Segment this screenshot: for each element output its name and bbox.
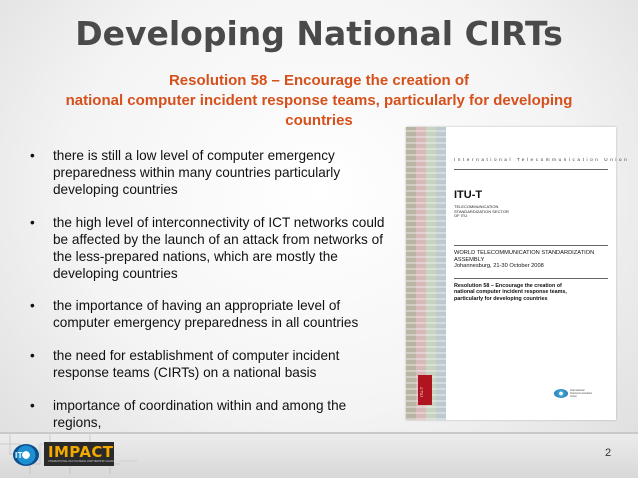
bullet-marker: •	[30, 298, 35, 313]
itu-logo	[10, 442, 42, 468]
bullet-item	[28, 347, 408, 381]
bullet-line: there is still a low level of computer emergency	[53, 148, 335, 163]
cover-resolution-line: particularly for developing countries	[454, 295, 548, 302]
bullet-line: the need for establishment of computer incident	[53, 348, 340, 363]
bullet-item	[28, 214, 408, 282]
bullet-line: the less-prepared nations, which are mostly the	[53, 249, 338, 264]
cover-assembly-line: Johannesburg, 21-30 October 2008	[454, 263, 544, 270]
bullet-item	[28, 297, 408, 331]
itu-mini-badge-line: International	[570, 389, 585, 392]
bullet-marker: •	[30, 148, 35, 163]
page-number: 2	[605, 447, 612, 459]
bullet-marker: •	[30, 398, 35, 413]
cover-sector-line: STANDARDIZATION SECTOR	[454, 208, 509, 214]
cover-spine-label	[418, 375, 432, 405]
subtitle-line: Resolution 58 – Encourage the creation of	[168, 72, 470, 89]
bullet-marker: •	[30, 215, 35, 230]
bullet-line: importance of coordination within and among the	[53, 398, 347, 413]
cover-divider	[454, 278, 608, 279]
cover-assembly	[454, 250, 612, 270]
impact-logo-word: IMPACT	[48, 443, 114, 461]
cover-sector-line: TELECOMMUNICATION	[454, 204, 499, 209]
cover-itu-t: ITU-T	[454, 189, 483, 201]
bullet-marker: •	[30, 348, 35, 363]
impact-logo-tagline: INTERNATIONAL MULTILATERAL PARTNERSHIP AGAINST CYBER THREATS	[48, 460, 138, 463]
itu-mini-logo-icon	[554, 389, 568, 398]
bullet-line: preparedness within many countries particularly	[53, 165, 341, 180]
bullet-line: the importance of having an appropriate level of	[53, 298, 341, 313]
subtitle-line: national computer incident response teams, particularly for developing	[65, 92, 573, 109]
bullet-line: the high level of interconnectivity of ICT networks could	[53, 215, 385, 230]
bullet-line: regions,	[53, 415, 102, 430]
bullet-item	[28, 397, 408, 431]
cover-divider	[454, 169, 608, 170]
bullet-line: developing countries	[53, 266, 178, 281]
itu-logo-text: ITU	[15, 451, 30, 460]
cover-assembly-line: ASSEMBLY	[454, 256, 485, 263]
slide-subtitle	[14, 71, 624, 131]
cover-sector	[454, 205, 509, 219]
cover-resolution	[454, 283, 612, 302]
bullet-line: be affected by the launch of an attack from networks of	[53, 232, 383, 247]
cover-resolution-line: Resolution 58 – Encourage the creation of	[454, 283, 562, 289]
cover-sector-line: OF ITU	[454, 213, 468, 219]
bullet-line: response teams (CIRTs) on a national basis	[53, 365, 317, 380]
bullet-line: developing countries	[53, 182, 178, 197]
bullet-list	[28, 147, 408, 447]
resolution-document-cover	[406, 127, 630, 420]
subtitle-line: countries	[285, 112, 353, 129]
slide-title: Developing National CIRTs	[75, 14, 563, 53]
impact-logo	[44, 442, 138, 466]
cover-assembly-line: WORLD TELECOMMUNICATION STANDARDIZATION	[454, 250, 595, 256]
cover-resolution-line: national computer incident response teams,	[454, 289, 567, 296]
itu-mini-badge-line: Union	[570, 395, 577, 398]
itu-mini-badge	[570, 389, 592, 398]
cover-spine-text: ITU-T	[419, 386, 424, 397]
itu-mini-badge-line: Telecommunication	[570, 392, 593, 395]
cover-org-line: International Telecommunication Union	[454, 157, 630, 162]
bullet-line: computer emergency preparedness in all countries	[53, 315, 359, 330]
bullet-item	[28, 147, 408, 198]
cover-divider	[454, 245, 608, 246]
